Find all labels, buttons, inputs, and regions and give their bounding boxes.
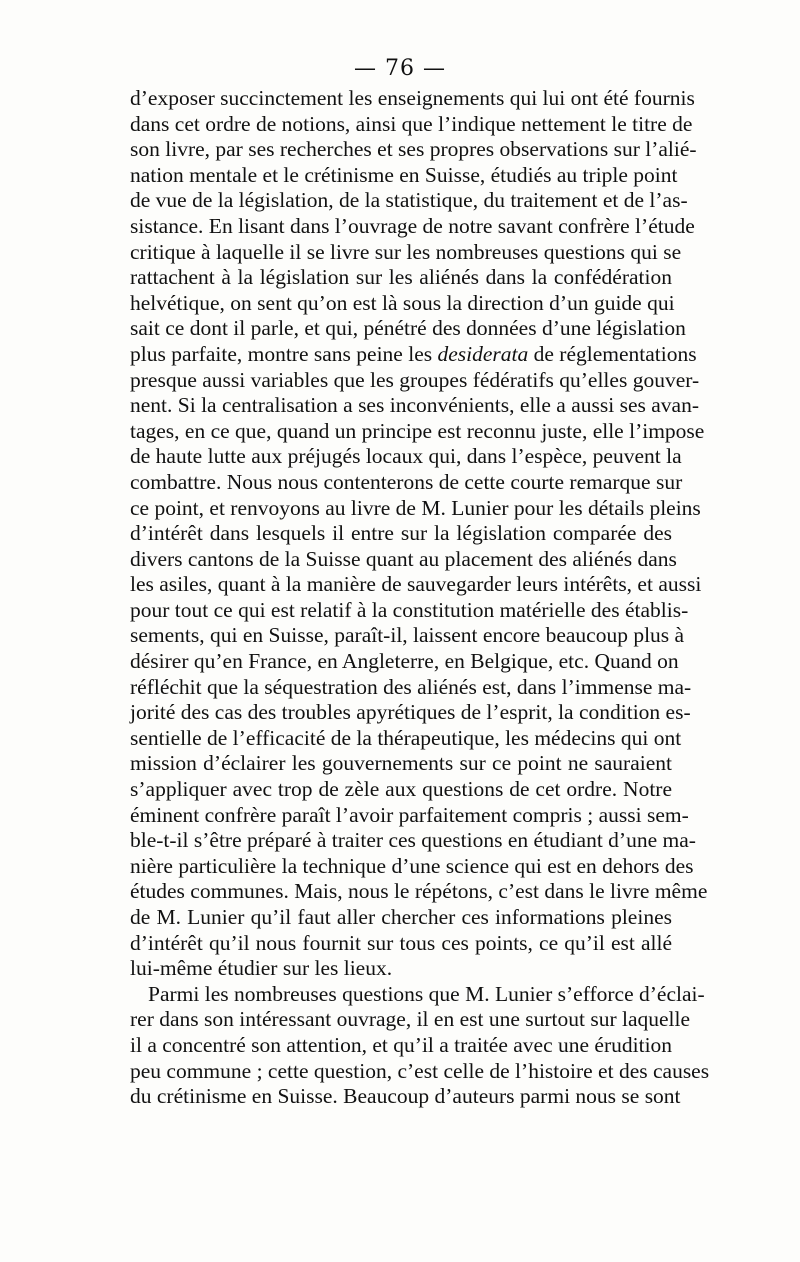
- text-line: réfléchit que la séquestration des aliénés est, dans l’immense ma-: [130, 674, 692, 699]
- text-segment: de réglementations: [528, 341, 697, 366]
- text-line: sentielle de l’efficacité de la thérapeutique, les médecins qui ont: [130, 725, 682, 750]
- text-line: de M. Lunier qu’il faut aller chercher ces informations pleines: [130, 905, 672, 929]
- text-line: pour tout ce qui est relatif à la constitution matérielle des établis-: [130, 597, 689, 622]
- text-line: d’intérêt dans lesquels il entre sur la législation comparée des: [130, 521, 672, 546]
- text-segment: plus parfaite, montre sans peine les: [130, 341, 438, 366]
- text-line: nation mentale et le crétinisme en Suisse, étudiés au triple point: [130, 162, 678, 187]
- text-line: de vue de la législation, de la statistique, du traitement et de l’as-: [130, 188, 688, 213]
- text-line: tages, en ce que, quand un principe est reconnu juste, elle l’impose: [130, 418, 705, 443]
- text-line: peu commune ; cette question, c’est celle de l’histoire et des causes: [130, 1058, 710, 1083]
- text-line: sistance. En lisant dans l’ouvrage de notre savant confrère l’étude: [130, 213, 695, 238]
- text-line-paragraph-end: lui-même étudier sur les lieux.: [130, 956, 393, 981]
- text-line: mission d’éclairer les gouvernements sur ce point ne sauraient: [130, 751, 672, 776]
- text-line: d’exposer succinctement les enseignements qui lui ont été fournis: [130, 86, 695, 110]
- text-line: rattachent à la législation sur les aliénés dans la confédération: [130, 265, 672, 290]
- text-line: divers cantons de la Suisse quant au placement des aliénés dans: [130, 546, 677, 571]
- text-line: de haute lutte aux préjugés locaux qui, dans l’espèce, peuvent la: [130, 444, 682, 469]
- text-line: il a concentré son attention, et qu’il a traitée avec une érudition: [130, 1032, 673, 1057]
- text-line: les asiles, quant à la manière de sauvegarder leurs intérêts, et aussi: [130, 572, 702, 597]
- text-line: désirer qu’en France, en Angleterre, en Belgique, etc. Quand on: [130, 649, 679, 674]
- text-line: d’intérêt qu’il nous fournit sur tous ces points, ce qu’il est allé: [130, 930, 672, 955]
- text-line: dans cet ordre de notions, ainsi que l’indique nettement le titre de: [130, 111, 693, 136]
- text-line: études communes. Mais, nous le répétons, c’est dans le livre même: [130, 879, 708, 904]
- text-line: rer dans son intéressant ouvrage, il en est une surtout sur laquelle: [130, 1007, 691, 1032]
- text-line: jorité des cas des troubles apyrétiques de l’esprit, la condition es-: [130, 700, 691, 725]
- body-text: [130, 86, 710, 1110]
- text-line: s’appliquer avec trop de zèle aux questions de cet ordre. Notre: [130, 777, 672, 802]
- text-line: sait ce dont il parle, et qui, pénétré des données d’une législation: [130, 316, 686, 341]
- text-line: ble-t-il s’être préparé à traiter ces questions en étudiant d’une ma-: [130, 828, 696, 853]
- text-line: du crétinisme en Suisse. Beaucoup d’auteurs parmi nous se sont: [130, 1084, 681, 1109]
- text-line: combattre. Nous nous contenterons de cette courte remarque sur: [130, 469, 683, 494]
- text-line: sements, qui en Suisse, paraît-il, laissent encore beaucoup plus à: [130, 623, 685, 648]
- text-line: son livre, par ses recherches et ses propres observations sur l’alié-: [130, 137, 697, 162]
- text-line-paragraph-start: Parmi les nombreuses questions que M. Lunier s’efforce d’éclai-: [148, 981, 705, 1006]
- text-line: critique à laquelle il se livre sur les nombreuses questions qui se: [130, 239, 682, 264]
- italic-term: desiderata: [437, 341, 529, 366]
- text-line: [130, 341, 697, 368]
- text-line: nent. Si la centralisation a ses inconvénients, elle a aussi ses avan-: [130, 393, 699, 418]
- text-line: presque aussi variables que les groupes fédératifs qu’elles gouver-: [130, 367, 700, 392]
- text-line: nière particulière la technique d’une science qui est en dehors des: [130, 853, 694, 878]
- text-line: éminent confrère paraît l’avoir parfaitement compris ; aussi sem-: [130, 802, 689, 827]
- text-line: ce point, et renvoyons au livre de M. Lunier pour les détails pleins: [130, 495, 701, 520]
- text-line: helvétique, on sent qu’on est là sous la direction d’un guide qui: [130, 290, 675, 315]
- page-number: — 76 —: [354, 56, 446, 81]
